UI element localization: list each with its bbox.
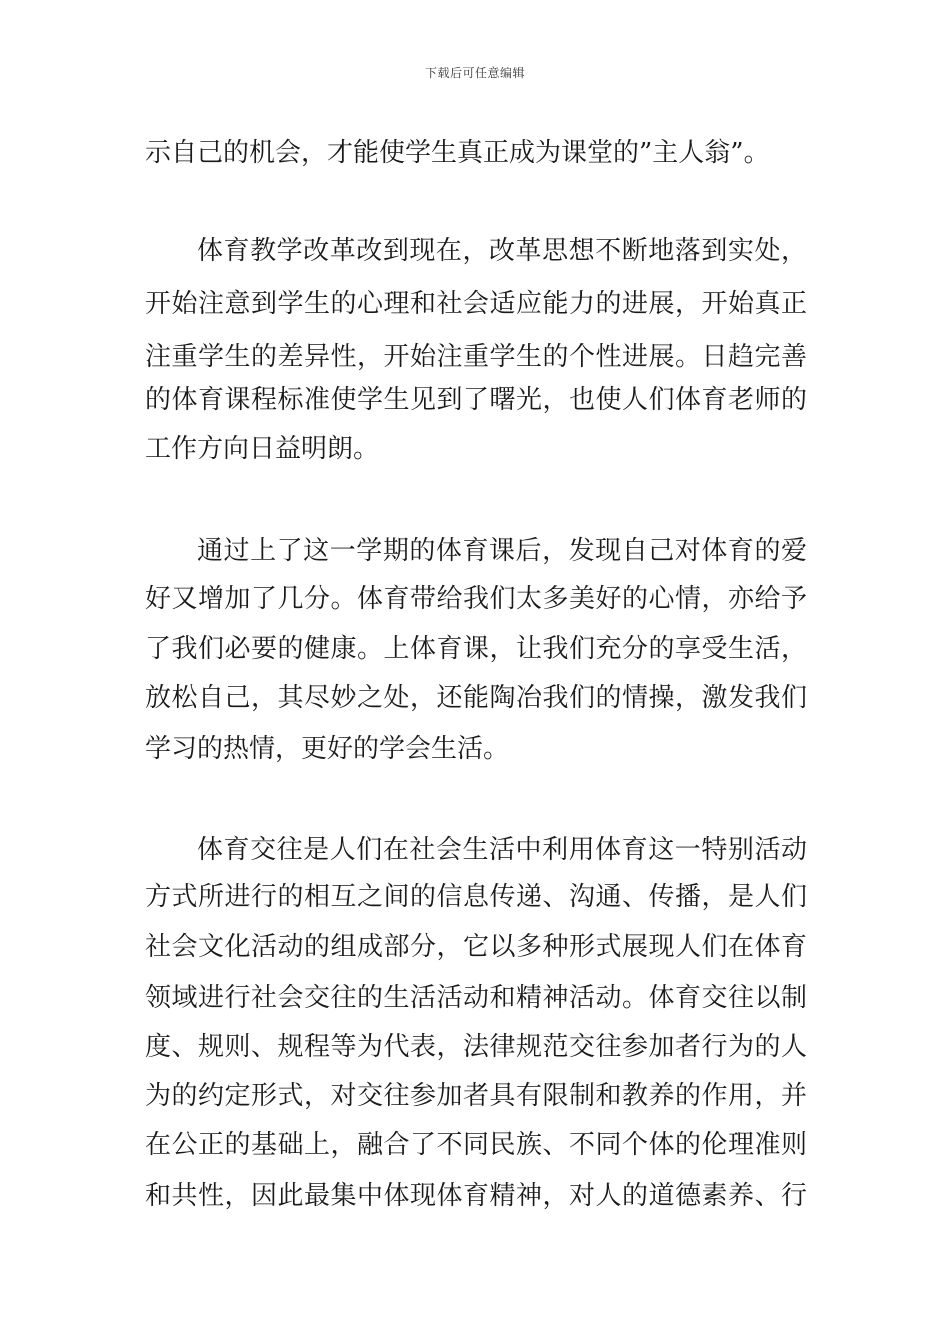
paragraph-3-line-5: 学习的热情，更好的学会生活。 [145,734,510,764]
paragraph-4-line-8: 和共性，因此最集中体现体育精神，对人的道德素养、行 [145,1181,807,1211]
paragraph-2-line-2: 开始注意到学生的心理和社会适应能力的进展，开始真正 [145,289,807,319]
page-header: 下载后可任意编辑 [424,66,525,80]
paragraph-4-line-3: 社会文化活动的组成部分，它以多种形式展现人们在体育 [145,932,807,962]
paragraph-3-line-4: 放松自己，其尽妙之处，还能陶冶我们的情操，激发我们 [145,683,807,713]
paragraph-4-line-4: 领域进行社会交往的生活活动和精神活动。体育交往以制 [145,983,807,1013]
paragraph-4-line-5: 度、规则、规程等为代表，法律规范交往参加者行为的人 [145,1032,807,1062]
paragraph-2-line-5: 工作方向日益明朗。 [145,434,380,464]
paragraph-4-line-1: 体育交往是人们在社会生活中利用体育这一特别活动 [197,835,807,865]
paragraph-2-line-4: 的体育课程标准使学生见到了曙光，也使人们体育老师的 [145,385,807,415]
paragraph-4-line-2: 方式所进行的相互之间的信息传递、沟通、传播，是人们 [145,882,807,912]
paragraph-2-line-3: 注重学生的差异性，开始注重学生的个性进展。日趋完善 [145,342,807,372]
paragraph-3-line-3: 了我们必要的健康。上体育课，让我们充分的享受生活， [145,634,807,664]
paragraph-3-line-2: 好又增加了几分。体育带给我们太多美好的心情，亦给予 [145,584,807,614]
paragraph-3-line-1: 通过上了这一学期的体育课后，发现自己对体育的爱 [197,536,807,566]
paragraph-4-line-7: 在公正的基础上，融合了不同民族、不同个体的伦理准则 [145,1130,807,1160]
paragraph-1-line-1: 示自己的机会，才能使学生真正成为课堂的”主人翁”。 [145,138,770,168]
paragraph-2-line-1: 体育教学改革改到现在，改革思想不断地落到实处， [197,236,807,266]
paragraph-4-line-6: 为的约定形式，对交往参加者具有限制和教养的作用，并 [145,1081,807,1111]
